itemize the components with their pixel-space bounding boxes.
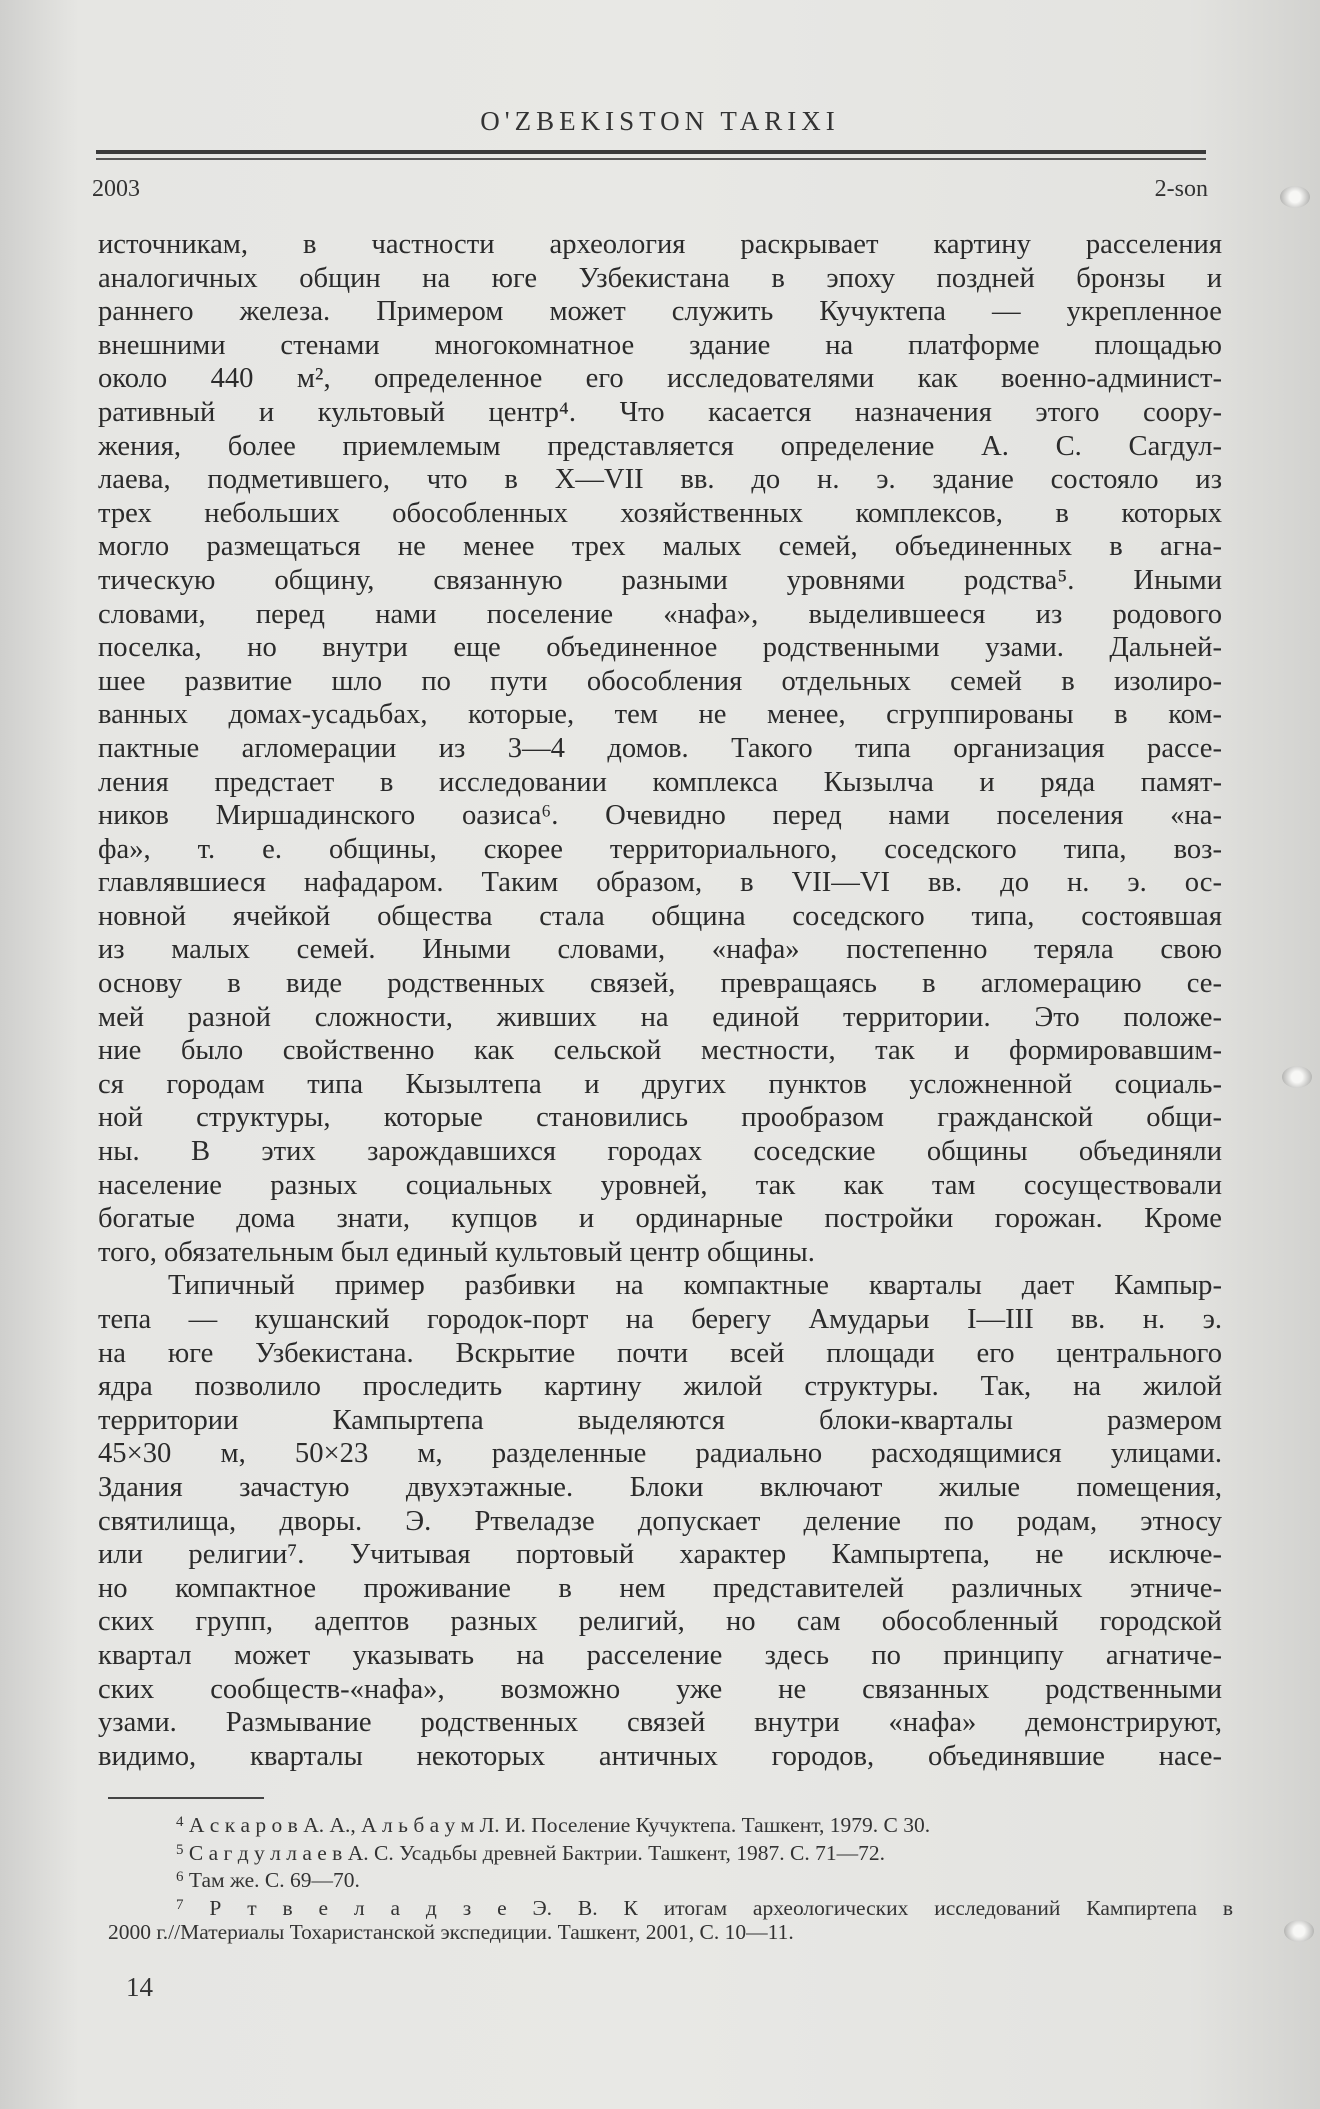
text-line: раннего железа. Примером может служить Кучуктепа — укрепленное (98, 296, 1222, 328)
footnote-number: 4 (176, 1814, 184, 1830)
text-line: новной ячейкой общества стала община соседского типа, состоявшая (98, 900, 1222, 932)
text-line: ративный и культовый центр⁴. Что касается назначения этого соору- (98, 396, 1222, 428)
header-rule-thin (96, 158, 1206, 160)
issue-year: 2003 (92, 176, 140, 202)
text-line: тическую общину, связанную разными уровнями родства⁵. Иными (98, 564, 1222, 596)
text-line: жения, более приемлемым представляется определение А. С. Сагдул- (98, 430, 1222, 462)
text-line: Здания зачастую двухэтажные. Блоки включают жилые помещения, (98, 1471, 1222, 1503)
text-line: из малых семей. Иными словами, «нафа» постепенно теряла свою (98, 934, 1222, 966)
text-line: пактные агломерации из 3—4 домов. Такого типа организация рассе- (98, 732, 1222, 764)
text-line: видимо, кварталы некоторых античных городов, объединявшие насе- (98, 1740, 1222, 1772)
journal-title: O'ZBEKISTON TARIXI (480, 106, 840, 136)
text-line: главлявшиеся нафадаром. Таким образом, в VII—VI вв. до н. э. ос- (98, 867, 1222, 899)
text-line: святилища, дворы. Э. Ртвеладзе допускает деление по родам, этносу (98, 1505, 1222, 1537)
binding-hole (1284, 1920, 1314, 1942)
text-line: шее развитие шло по пути обособления отдельных семей в изолиро- (98, 665, 1222, 697)
text-line: источникам, в частности археология раскрывает картину расселения (98, 229, 1222, 260)
paragraph-end-line: того, обязательным был единый культовый центр общины. (98, 1236, 815, 1268)
body-text (98, 228, 1222, 1773)
text-line: внешними стенами многокомнатное здание на платформе площадью (98, 329, 1222, 361)
text-line: ны. В этих зарождавшихся городах соседские общины объединяли (98, 1136, 1222, 1168)
text-line: ских сообществ-«нафа», возможно уже не связанных родственными (98, 1673, 1222, 1705)
page-number: 14 (126, 1972, 153, 2002)
text-line: узами. Размывание родственных связей внутри «нафа» демонстрируют, (98, 1707, 1222, 1739)
text-line: мей разной сложности, живших на единой территории. Это положе- (98, 1001, 1222, 1033)
text-line: лаева, подметившего, что в X—VII вв. до н. э. здание состояло из (98, 464, 1222, 496)
text-line: основу в виде родственных связей, превращаясь в агломерацию се- (98, 968, 1222, 1000)
text-line: фа», т. е. общины, скорее территориального, соседского типа, воз- (98, 833, 1222, 865)
footnote-text: Р т в е л а д з е Э. В. К итогам археологических исследований Кампиртепа в (209, 1895, 1233, 1920)
text-line: тепа — кушанский городок-порт на берегу Амударьи I—III вв. н. э. (98, 1304, 1222, 1335)
footnote-7-continued (108, 1920, 1233, 1945)
footnote-text: Там же. С. 69—70. (188, 1868, 360, 1892)
text-line: или религии⁷. Учитывая портовый характер Кампыртепа, не исключе- (98, 1539, 1222, 1571)
text-line: ся городам типа Кызылтепа и других пунктов усложненной социаль- (98, 1068, 1222, 1100)
text-line: ских групп, адептов разных религий, но сам обособленный городской (98, 1606, 1222, 1638)
footnote-5 (108, 1838, 1233, 1866)
text-line: могло размещаться не менее трех малых семей, объединенных в агна- (98, 531, 1222, 563)
text-line: около 440 м², определенное его исследователями как военно-админист- (98, 363, 1222, 395)
text-line: трех небольших обособленных хозяйственных комплексов, в которых (98, 497, 1222, 529)
footnote-number: 5 (176, 1841, 184, 1858)
text-line: квартал может указывать на расселение здесь по принципу агнатиче- (98, 1639, 1222, 1671)
binding-hole (1280, 186, 1310, 208)
footnote-7 (108, 1893, 1233, 1921)
footnote-number: 6 (176, 1869, 184, 1885)
text-line: но компактное проживание в нем представителей различных этниче- (98, 1572, 1222, 1604)
text-line: население разных социальных уровней, так как там сосуществовали (98, 1169, 1222, 1201)
footnote-number: 7 (176, 1896, 184, 1913)
header-rule (96, 150, 1206, 154)
footnote-4 (108, 1810, 1233, 1838)
text-line: ной структуры, которые становились прообразом гражданской общи- (98, 1102, 1222, 1134)
text-line: богатые дома знати, купцов и ординарные постройки горожан. Кроме (98, 1203, 1222, 1235)
text-line: словами, перед нами поселение «нафа», выделившееся из родового (98, 598, 1222, 630)
footnote-text: 2000 г.//Материалы Тохаристанской экспедиции. Ташкент, 2001, С. 10—11. (108, 1920, 794, 1944)
text-line: на юге Узбекистана. Вскрытие почти всей площади его центрального (98, 1337, 1222, 1369)
footnote-6 (108, 1865, 1233, 1893)
text-line: поселка, но внутри еще объединенное родственными узами. Дальней- (98, 632, 1222, 664)
text-line: ванных домах-усадьбах, которые, тем не менее, сгруппированы в ком- (98, 699, 1222, 731)
text-line: ников Миршадинского оазиса⁶. Очевидно перед нами поселения «на- (98, 800, 1222, 832)
footnote-text: С а г д у л л а е в А. С. Усадьбы древней Бактрии. Ташкент, 1987. С. 71—72. (188, 1840, 886, 1865)
text-line: территории Кампыртепа выделяются блоки-кварталы размером (98, 1404, 1222, 1436)
footnote-rule (108, 1797, 264, 1799)
text-line: аналогичных общин на юге Узбекистана в эпоху поздней бронзы и (98, 262, 1222, 294)
text-line: 45×30 м, 50×23 м, разделенные радиально расходящимися улицами. (98, 1438, 1222, 1470)
text-line: ления предстает в исследовании комплекса Кызылча и ряда памят- (98, 766, 1222, 798)
footnote-text: А с к а р о в А. А., А л ь б а у м Л. И. Поселение Кучуктепа. Ташкент, 1979. С 30. (188, 1813, 931, 1837)
footnotes (108, 1810, 1233, 1945)
text-line: ядра позволило проследить картину жилой структуры. Так, на жилой (98, 1371, 1222, 1403)
issue-number: 2-son (1154, 176, 1208, 202)
binding-hole (1282, 1066, 1312, 1088)
paragraph-start-line: Типичный пример разбивки на компактные кварталы дает Кампыр- (168, 1270, 1222, 1302)
text-line: ние было свойственно как сельской местности, так и формировавшим- (98, 1035, 1222, 1067)
